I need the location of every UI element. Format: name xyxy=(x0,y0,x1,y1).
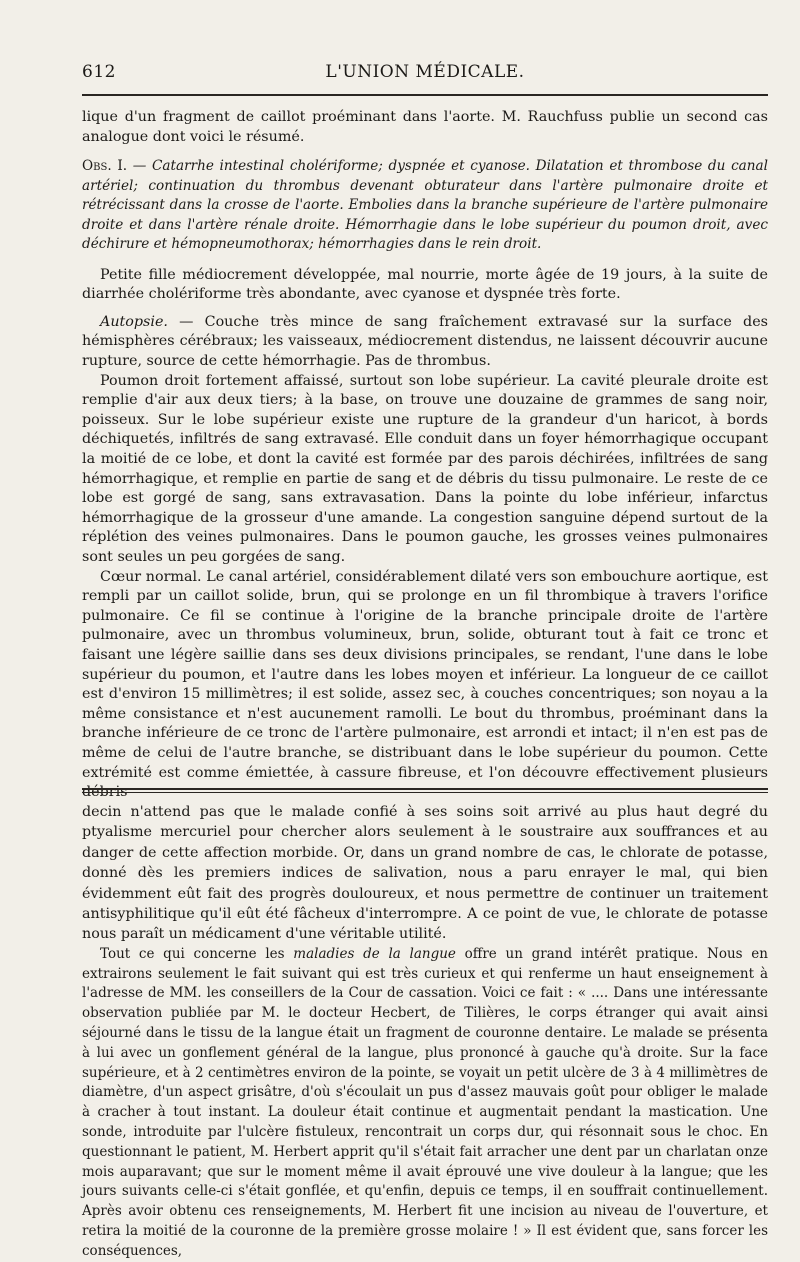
section-divider xyxy=(82,788,768,793)
observation-label: Obs. I. xyxy=(82,158,128,175)
ptyalism-paragraph: decin n'attend pas que le malade confié à ses soins soit arrivé au plus haut degré du ptyalisme mercuriel pour chercher alors seulement à le soustraire aux souffrances et au danger de cette affection morbide. Or, dans un grand nombre de cas, le chlorate de potasse, donné dès les premiers indices de salivation, nous a paru enrayer le mal, qui bien évidemment eût fait des progrès douloureux, et nous permettre de continuer un traitement antisyphilitique qu'il eût été fâcheux d'interrompre. A ce point de vue, le chlorate de potasse nous paraît un médicament d'une véritable utilité. xyxy=(82,804,768,943)
autopsy-text: — Couche très mince de sang fraîchement extravasé sur la surface des hémisphères cérébraux; les vaisseaux, médiocrement distendus, ne laissent découvrir aucune rupture, source de cette hémorrhagie. Pas de thrombus. xyxy=(82,313,768,370)
lung-paragraph: Poumon droit fortement affaissé, surtout son lobe supérieur. La cavité pleurale droite est remplie d'air aux deux tiers; à la base, on trouve une douzaine de grammes de sang noir, poisseux. Sur le lobe supérieur existe une rupture de la grandeur d'un haricot, à bords déchiquetés, infiltrés de sang extravasé. Elle conduit dans un foyer hémorrhagique occupant la moitié de ce lobe, et dont la cavité est formée par des parois déchirées, infiltrées de sang hémorrhagique, et remplie en partie de sang et de débris du tissu pulmonaire. Le reste de ce lobe est gorgé de sang, sans extravasation. Dans la pointe du lobe inférieur, infarctus hémorrhagique de la grosseur d'une amande. La congestion sanguine dépend surtout de la réplétion des veines pulmonaires. Dans le poumon gauche, les grosses veines pulmonaires sont seules un peu gorgées de sang. xyxy=(82,372,768,565)
header-rule xyxy=(82,94,768,96)
tongue-italic: maladies de la langue xyxy=(293,945,456,962)
observation-text: — Catarrhe intestinal cholériforme; dyspnée et cyanose. Dilatation et thrombose du canal artériel; continuation du thrombus devenant obturateur dans l'artère pulmonaire droite et rétrécissant dans la crosse de l'aorte. Embolies dans la branche supérieure de l'artère pulmonaire droite et dans l'artère rénale droite. Hémorrhagie dans le lobe supérieur du poumon droit, avec déchirure et hémopneumothorax; hémorrhagies dans le rein droit. xyxy=(82,158,768,253)
tongue-text-start: Tout ce qui concerne les xyxy=(100,945,294,962)
observation-summary xyxy=(82,157,768,255)
tongue-paragraph xyxy=(82,945,768,1262)
heart-paragraph: Cœur normal. Le canal artériel, considérablement dilaté vers son embouchure aortique, est rempli par un caillot solide, brun, qui se prolonge en un fil thrombique à travers l'orifice pulmonaire. Ce fil se continue à l'origine de la branche principale droite de l'artère pulmonaire, avec un thrombus volumineux, brun, solide, obturant tout à fait ce tronc et faisant une légère saillie dans ses deux divisions principales, se rendant, l'une dans le lobe supérieur du poumon, et l'autre dans les lobes moyen et inférieur. La longueur de ce caillot est d'environ 15 millimètres; il est solide, assez sec, à couches concentriques; son noyau a la même consistance et n'est aucunement ramolli. Le bout du thrombus, proéminant dans la branche inférieure de ce tronc de l'artère pulmonaire, est arrondi et intact; il n'en est pas de même de celui de l'autre branche, se distribuant dans le lobe supérieur du poumon. Cette extrémité est comme émiettée, à cassure fibreuse, et l'on découvre effectivement plusieurs débris xyxy=(82,568,768,801)
lower-section xyxy=(82,802,768,1262)
running-header xyxy=(82,62,768,86)
case-paragraph: Petite fille médiocrement développée, mal nourrie, morte âgée de 19 jours, à la suite de diarrhée cholériforme très abondante, avec cyanose et dyspnée très forte. xyxy=(82,266,768,303)
autopsy-paragraph xyxy=(82,313,768,372)
journal-title: L'UNION MÉDICALE. xyxy=(325,62,525,82)
autopsy-label: Autopsie. xyxy=(100,313,168,330)
page-number: 612 xyxy=(82,62,116,82)
intro-paragraph: lique d'un fragment de caillot proéminant dans l'aorte. M. Rauchfuss publie un second cas analogue dont voici le résumé. xyxy=(82,109,768,145)
tongue-text-rest: offre un grand intérêt pratique. Nous en extrairons seulement le fait suivant qui est très curieux et qui renferme un haut enseignement à l'adresse de MM. les conseillers de la Cour de cassation. Voici ce fait : « .... Dans une intéressante observation publiée par M. le docteur Hecbert, de Tilières, le corps étranger qui avait ainsi séjourné dans le tissu de la langue était un fragment de couronne dentaire. Le malade se présenta à lui avec un gonflement général de la langue, plus prononcé à gauche qu'à droite. Sur la face supérieure, et à 2 centimètres environ de la pointe, se voyait un petit ulcère de 3 à 4 millimètres de diamètre, d'un aspect grisâtre, d'où s'écoulait un pus d'assez mauvais goût pour obliger le malade à cracher à tout instant. La douleur était continue et augmentait pendant la mastication. Une sonde, introduite par l'ulcère fistuleux, rencontrait un corps dur, qui résonnait sous le choc. En questionnant le patient, M. Herbert apprit qu'il s'était fait arracher une dent par un charlatan onze mois auparavant; que sur le moment même il avait éprouvé une vive douleur à la langue; que les jours suivants celle-ci s'était gonflée, et qu'enfin, depuis ce temps, il en souffrait continuellement. Après avoir obtenu ces renseignements, M. Herbert fit une incision au niveau de l'ouverture, et retira la moitié de la couronne de la première grosse molaire ! » Il est évident que, sans forcer les conséquences, xyxy=(82,945,768,1259)
upper-section xyxy=(82,108,768,803)
